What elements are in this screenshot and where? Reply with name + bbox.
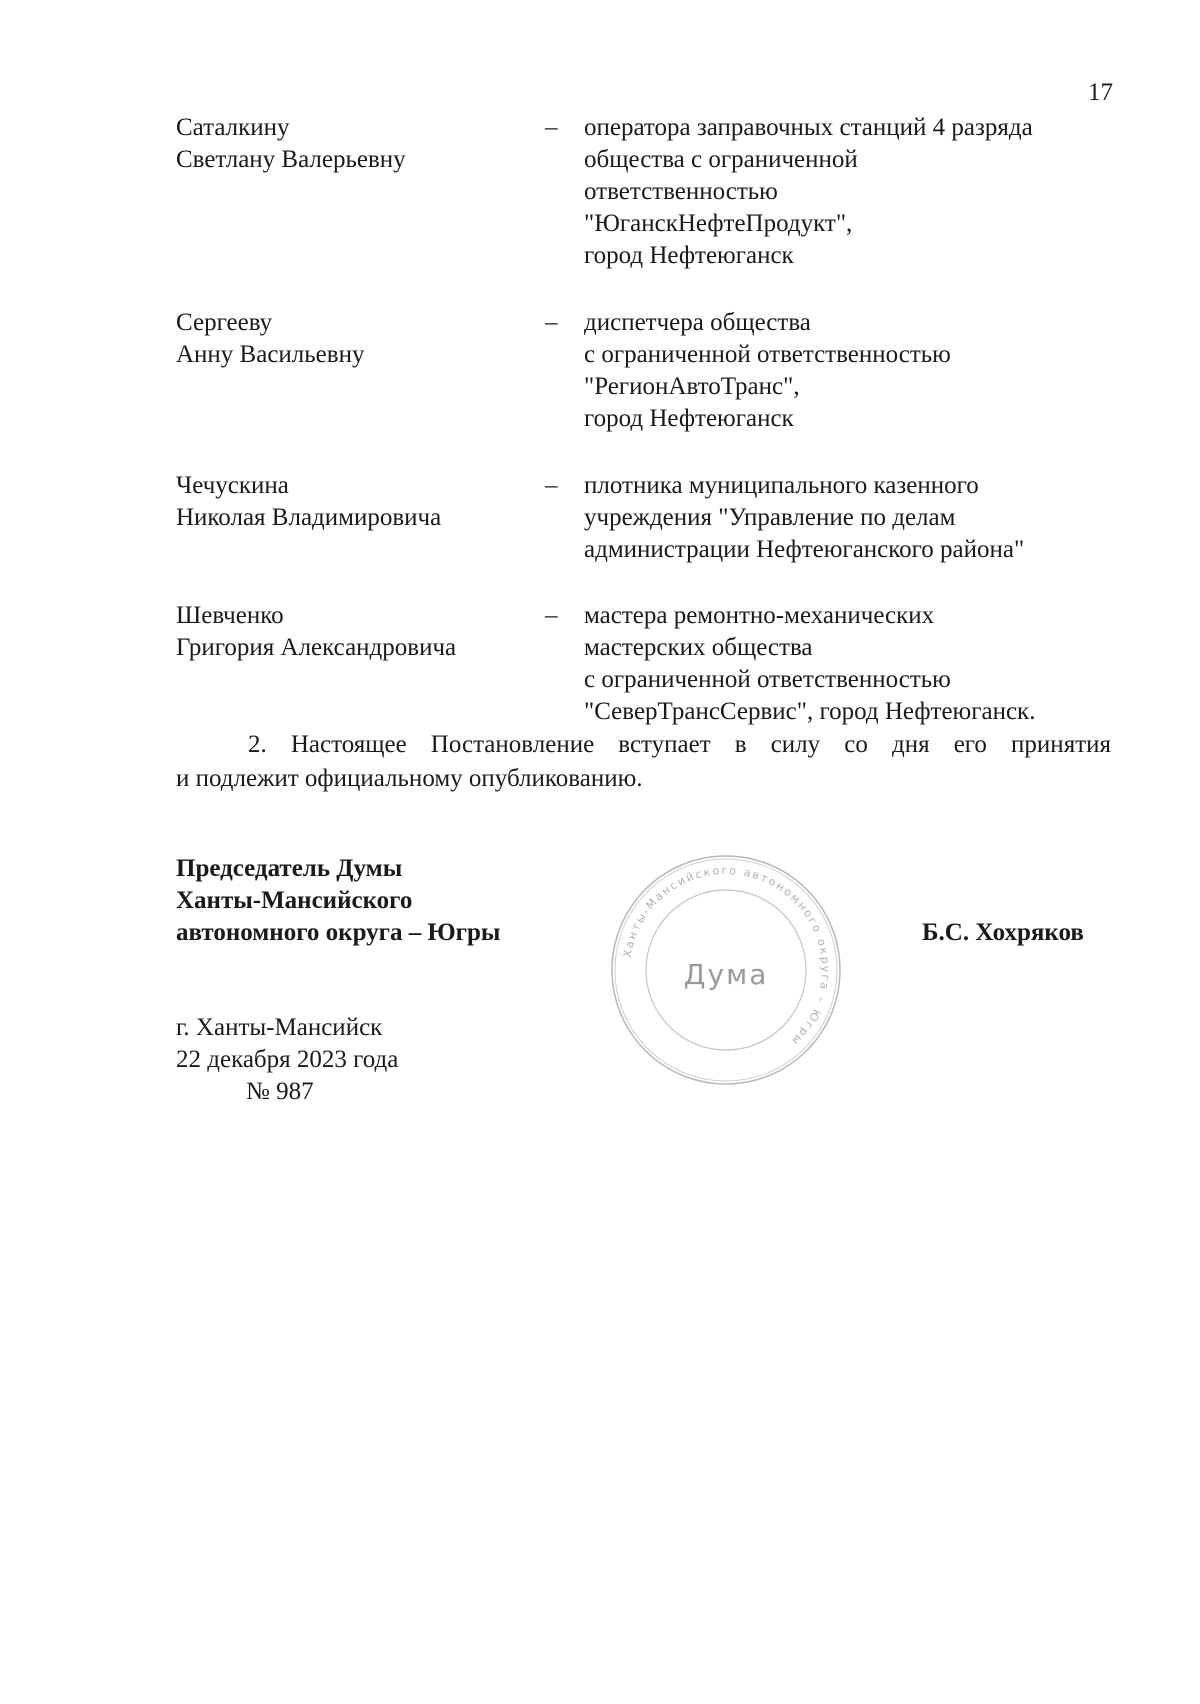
page-number: 17 bbox=[1088, 79, 1113, 106]
person-name: Шевченко Григория Александровича bbox=[176, 602, 457, 661]
dash: – bbox=[545, 602, 558, 629]
person-name: Саталкину Светлану Валерьевну bbox=[176, 114, 406, 173]
person-name: Чечускина Николая Владимировича bbox=[176, 472, 442, 531]
position-description: мастера ремонтно-механических мастерских общества с ограниченной ответственностью "СеверТрансСервис", город Нефтеюганск. bbox=[584, 602, 1036, 725]
date: 22 декабря 2023 года bbox=[176, 1046, 399, 1073]
signer-name: Б.С. Хохряков bbox=[922, 919, 1084, 946]
svg-text:Ханты-Мансийского автономного bbox=[621, 864, 832, 1049]
position-description: плотника муниципального казенного учреждения "Управление по делам администрации Нефтеюганского района" bbox=[584, 472, 1025, 563]
person-name: Сергееву Анну Васильевну bbox=[176, 309, 365, 368]
seal-stamp bbox=[608, 852, 844, 1088]
document-number: № 987 bbox=[246, 1078, 314, 1105]
place-date-block bbox=[176, 1012, 398, 1108]
signer-title: Председатель Думы Ханты-Мансийского автономного округа – Югры bbox=[176, 855, 501, 946]
position-description: оператора заправочных станций 4 разряда общества с ограниченной ответственностью "ЮганскНефтеПродукт", город Нефтеюганск bbox=[584, 114, 1033, 269]
dash: – bbox=[545, 114, 558, 141]
city: г. Ханты-Мансийск bbox=[176, 1014, 383, 1041]
stamp-ring-text: Ханты-Мансийского автономного округа – Югры bbox=[620, 863, 833, 1049]
resolution-clause: 2. Настоящее Постановление вступает в силу со дня его принятия и подлежит официальному опубликованию. bbox=[176, 731, 1111, 792]
dash: – bbox=[545, 309, 558, 336]
stamp-center-text: Дума bbox=[683, 958, 769, 991]
position-description: диспетчера общества с ограниченной ответственностью "РегионАвтоТранс", город Нефтеюганск bbox=[584, 309, 951, 432]
dash: – bbox=[545, 472, 558, 499]
